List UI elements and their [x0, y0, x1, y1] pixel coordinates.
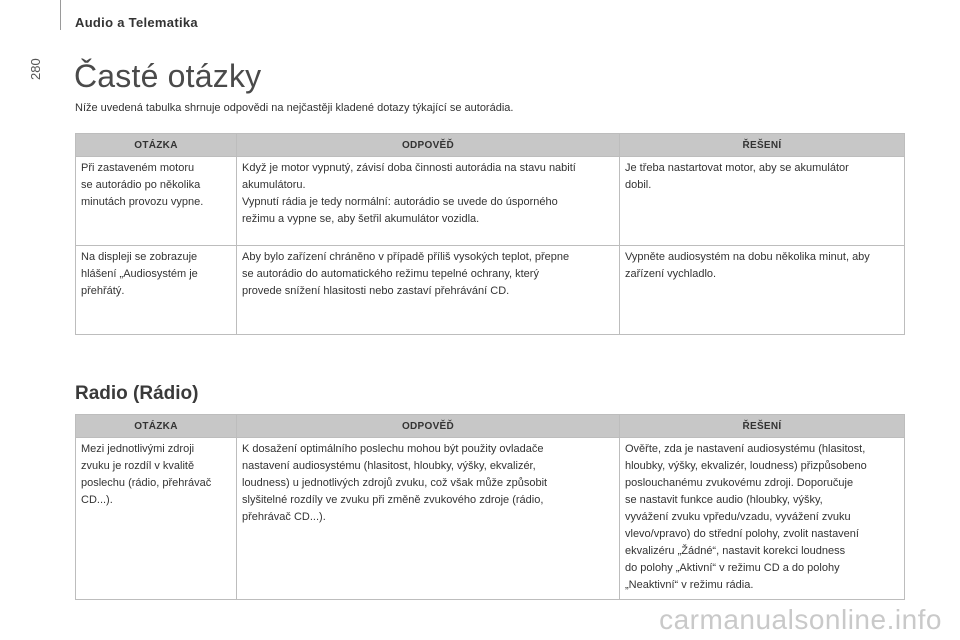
solution-cell	[620, 157, 905, 246]
column-header-question: OTÁZKA	[76, 415, 237, 438]
cell-line: loudness) u jednotlivých zdrojů zvuku, což však může způsobit	[242, 477, 548, 489]
cell-line: se autorádio po několika	[81, 179, 201, 191]
cell-line: režimu a vypne se, aby šetřil akumulátor vozidla.	[242, 213, 480, 225]
cell-line: poslouchanému zvukovému zdroji. Doporučuje	[625, 477, 854, 489]
cell-line: Vypnutí rádia je tedy normální: autorádio se uvede do úsporného	[242, 196, 558, 208]
cell-line: minutách provozu vypne.	[81, 196, 204, 208]
column-header-answer: ODPOVĚĎ	[237, 134, 620, 157]
cell-line: Na displeji se zobrazuje	[81, 251, 198, 263]
cell-line: CD...).	[81, 494, 113, 506]
solution-cell	[620, 438, 905, 600]
section-subtitle: Radio (Rádio)	[75, 383, 199, 404]
answer-cell	[237, 157, 620, 246]
question-cell	[76, 438, 237, 600]
faq-table-radio	[75, 414, 905, 600]
table-header-row	[76, 415, 905, 438]
cell-line: nastavení audiosystému (hlasitost, hloubky, výšky, ekvalizér,	[242, 460, 536, 472]
question-cell	[76, 157, 237, 246]
cell-line: přehrávač CD...).	[242, 511, 326, 523]
answer-cell	[237, 246, 620, 335]
cell-line: akumulátoru.	[242, 179, 306, 191]
question-cell	[76, 246, 237, 335]
column-header-question: OTÁZKA	[76, 134, 237, 157]
intro-text: Níže uvedená tabulka shrnuje odpovědi na nejčastěji kladené dotazy týkající se autorádia.	[75, 102, 514, 114]
answer-cell	[237, 438, 620, 600]
cell-line: Mezi jednotlivými zdroji	[81, 443, 195, 455]
cell-line: se nastavit funkce audio (hloubky, výšky,	[625, 494, 823, 506]
cell-line: se autorádio do automatického režimu tepelné ochrany, který	[242, 268, 539, 280]
cell-line: hlášení „Audiosystém je	[81, 268, 198, 280]
cell-line: dobil.	[625, 179, 652, 191]
cell-line: Při zastaveném motoru	[81, 162, 195, 174]
cell-line: Je třeba nastartovat motor, aby se akumulátor	[625, 162, 849, 174]
cell-line: vlevo/vpravo) do střední polohy, zvolit nastavení	[625, 528, 859, 540]
cell-line: vyvážení zvuku vpředu/vzadu, vyvážení zvuku	[625, 511, 851, 523]
section-header: Audio a Telematika	[75, 15, 198, 30]
column-header-answer: ODPOVĚĎ	[237, 415, 620, 438]
table-row	[76, 246, 905, 335]
cell-line: zvuku je rozdíl v kvalitě	[81, 460, 195, 472]
solution-cell	[620, 246, 905, 335]
cell-line: ekvalizéru „Žádné“, nastavit korekci loudness	[625, 545, 846, 557]
cell-line: zařízení vychladlo.	[625, 268, 717, 280]
cell-line: přehřátý.	[81, 285, 125, 297]
cell-line: K dosažení optimálního poslechu mohou být použity ovladače	[242, 443, 544, 455]
page-number: 280	[28, 58, 43, 80]
cell-line: Když je motor vypnutý, závisí doba činnosti autorádia na stavu nabití	[242, 162, 576, 174]
column-header-solution: ŘEŠENÍ	[620, 134, 905, 157]
table-row	[76, 157, 905, 246]
cell-line: provede snížení hlasitosti nebo zastaví přehrávání CD.	[242, 285, 510, 297]
faq-table-general	[75, 133, 905, 335]
table-row	[76, 438, 905, 600]
page-title: Časté otázky	[74, 58, 262, 94]
cell-line: poslechu (rádio, přehrávač	[81, 477, 212, 489]
left-margin-rule	[60, 0, 61, 30]
cell-line: Aby bylo zařízení chráněno v případě příliš vysokých teplot, přepne	[242, 251, 570, 263]
column-header-solution: ŘEŠENÍ	[620, 415, 905, 438]
cell-line: hloubky, výšky, ekvalizér, loudness) přizpůsobeno	[625, 460, 867, 472]
table-header-row	[76, 134, 905, 157]
cell-line: Ověřte, zda je nastavení audiosystému (hlasitost,	[625, 443, 866, 455]
cell-line: do polohy „Aktivní“ v režimu CD a do polohy	[625, 562, 840, 574]
cell-line: „Neaktivní“ v režimu rádia.	[625, 579, 754, 591]
watermark: carmanualsonline.info	[659, 604, 942, 635]
cell-line: slyšitelné rozdíly ve zvuku při změně zvukového zdroje (rádio,	[242, 494, 544, 506]
cell-line: Vypněte audiosystém na dobu několika minut, aby	[625, 251, 870, 263]
